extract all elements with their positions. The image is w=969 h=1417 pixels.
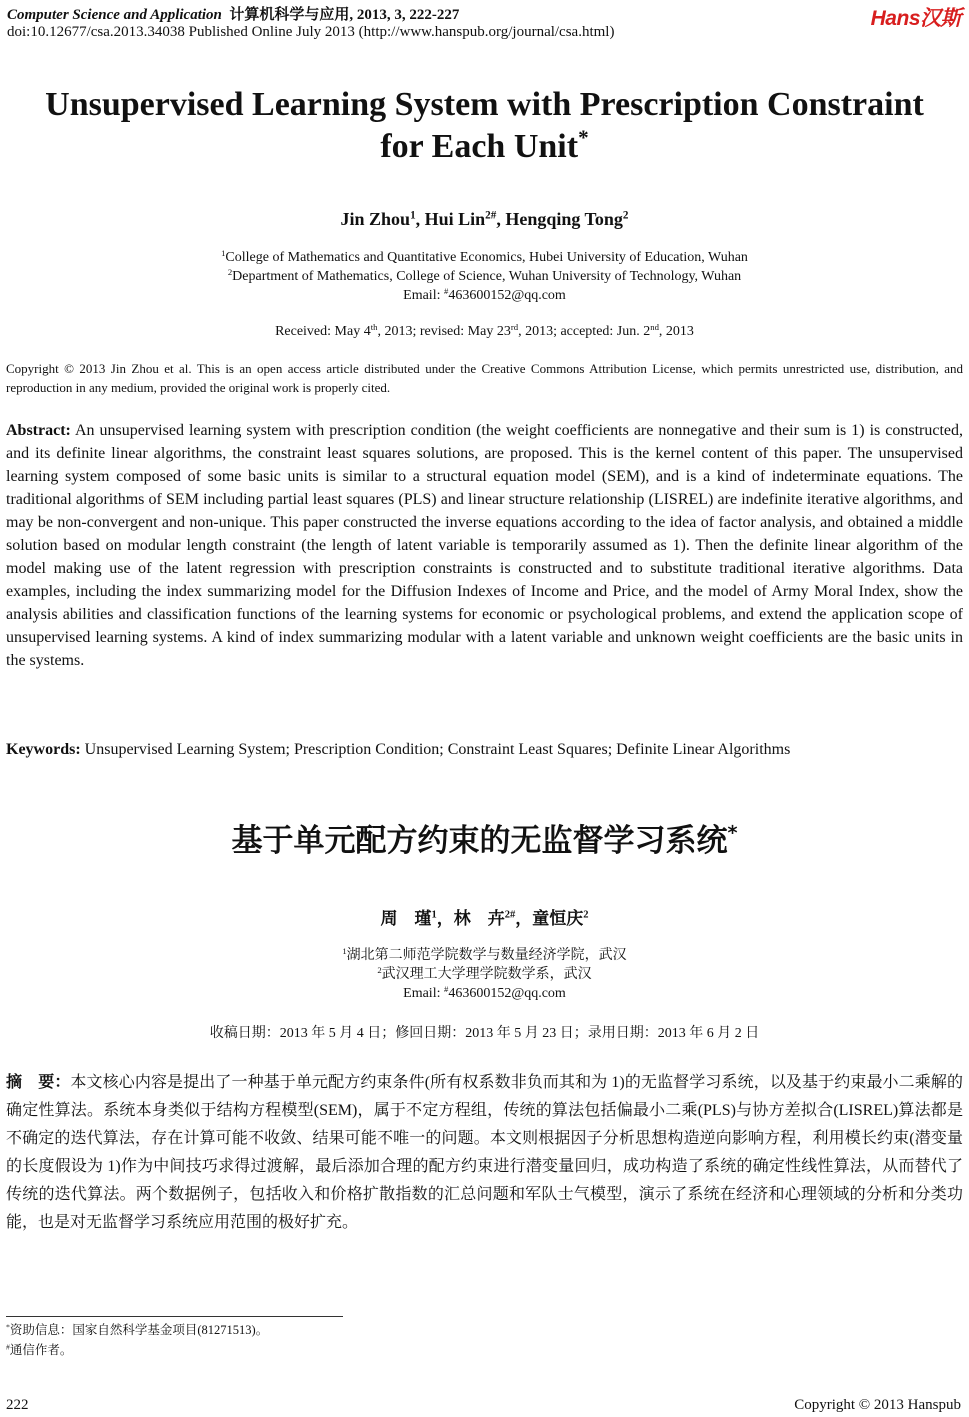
paper-title-cn: 基于单元配方约束的无监督学习系统* — [231, 821, 738, 859]
author-3: Hengqing Tong — [505, 209, 623, 229]
footnote-corresponding: #通信作者。 — [6, 1342, 73, 1357]
journal-name-cn: 计算机科学与应用, 2013, 3, 222-227 — [229, 7, 460, 23]
title-line-1: Unsupervised Learning System with Prescription Constraint — [45, 86, 924, 123]
received-dates-cn: 收稿日期：2013 年 5 月 4 日；修回日期：2013 年 5 月 23 日；录用日期：2013 年 6 月 2 日 — [209, 1026, 760, 1041]
abstract-label: Abstract: — [6, 422, 71, 439]
abstract-text: An unsupervised learning system with prescription condition (the weight coefficients are nonnegative and their sum is 1) is constructed, and its definite linear algorithms, the constraint least squares solutions, are proposed. This is the kernel content of this paper. The unsupervised learning system composed of some basic units is similar to a structural equation model (SEM), and is a kind of indeterminate equations. The traditional algorithms of SEM including partial least squares (PLS) and linear structure relationship (LISREL) are indefinite iterative algorithms, and may be non-convergent and non-unique. This paper constructed the inverse equations according to the idea of factor analysis, and obtained a middle solution based on modular length constraint (the length of latent variable is temporarily assumed as 1). Then the definite linear algorithm of the model making use of the latent regression with prescription constraints is constructed and to substitute traditional iterative algorithms. Data examples, including the index summarizing model for the Diffusion Indexes of Income and Price, and the model of Army Moral Index, show the analysis abilities and classification functions of the learning systems for economic or psychological problems, and extend the application scope of unsupervised learning systems. A kind of index summarizing modular with a latent variable and unknown weight coefficients are the basic units in the systems. — [6, 422, 963, 669]
journal-header — [7, 3, 459, 24]
keywords-text: Unsupervised Learning System; Prescription Condition; Constraint Least Squares; Definite Linear Algorithms — [80, 741, 791, 758]
footnote-funding: *资助信息：国家自然科学基金项目(81271513)。 — [6, 1322, 269, 1337]
affiliation-cn-1: $^1$湖北第二师范学院数学与数量经济学院，武汉 — [342, 945, 627, 963]
affiliation-1: $^1$College of Mathematics and Quantitative Economics, Hubei University of Education, Wuhan — [221, 247, 748, 265]
journal-name-en: Computer Science and Application — [7, 7, 222, 23]
paper-title-en — [0, 84, 969, 168]
received-dates-en: Received: May 4th, 2013; revised: May 23rd, 2013; accepted: Jun. 2nd, 2013 — [275, 321, 694, 339]
affiliations-en — [0, 248, 969, 305]
footer-copyright: Copyright © 2013 Hanspub — [794, 1397, 961, 1413]
email-en: Email: #463600152@qq.com — [403, 285, 566, 303]
footnote-divider — [6, 1316, 343, 1317]
abstract-en — [6, 419, 963, 672]
abstract-cn-label: 摘 要： — [6, 1074, 71, 1091]
email-link[interactable]: 463600152@qq.com — [448, 288, 566, 303]
keywords-en — [6, 741, 790, 759]
doi-line: doi:10.12677/csa.2013.34038 Published Online July 2013 (http://www.hanspub.org/journal/csa.html) — [7, 24, 615, 40]
keywords-label: Keywords: — [6, 741, 81, 758]
author-1: Jin Zhou — [340, 209, 411, 229]
abstract-cn — [6, 1069, 963, 1237]
authors-cn: 周 瑾$^1$，林 卉$^{2\#}$，童恒庆$^2$ — [380, 909, 589, 928]
copyright-notice: Copyright © 2013 Jin Zhou et al. This is an open access article distributed under the Creative Commons Attribution License, which permits unrestricted use, distribution, and reproduction in any medium, provided the original work is properly cited. — [6, 361, 963, 395]
title-line-2: for Each Unit* — [380, 125, 589, 165]
authors-en: Jin Zhou$^1$, Hui Lin$^{2\#}$, Hengqing Tong$^2$ — [340, 209, 629, 229]
author-2: Hui Lin — [424, 209, 486, 229]
affiliation-2: $^2$Department of Mathematics, College of Science, Wuhan University of Technology, Wuhan — [227, 266, 742, 284]
title-footnote-mark: * — [578, 125, 589, 150]
email-cn: Email: #463600152@qq.com — [403, 983, 566, 1001]
page-number: 222 — [6, 1397, 29, 1413]
publisher-logo: Hans汉斯 — [870, 7, 961, 30]
abstract-cn-text: 本文核心内容是提出了一种基于单元配方约束条件(所有权系数非负而其和为 1)的无监督学习系统，以及基于约束最小二乘解的确定性算法。系统本身类似于结构方程模型(SEM)，属于不定方程组，传统的算法包括偏最小二乘(PLS)与协方差拟合(LISREL)算法都是不确定的迭代算法，存在计算可能不收敛、结果可能不唯一的问题。本文则根据因子分析思想构造逆向影响方程，利用模长约束(潜变量的长度假设为 1)作为中间技巧求得过渡解，最后添加合理的配方约束进行潜变量回归，成功构造了系统的确定性线性算法，从而替代了传统的迭代算法。两个数据例子，包括收入和价格扩散指数的汇总问题和军队士气模型，演示了系统在经济和心理领域的分析和分类功能，也是对无监督学习系统应用范围的极好扩充。 — [6, 1074, 963, 1231]
affiliation-cn-2: $^2$武汉理工大学理学院数学系，武汉 — [377, 964, 592, 982]
affiliations-cn — [0, 946, 969, 1003]
email-link-cn[interactable]: 463600152@qq.com — [448, 986, 566, 1001]
